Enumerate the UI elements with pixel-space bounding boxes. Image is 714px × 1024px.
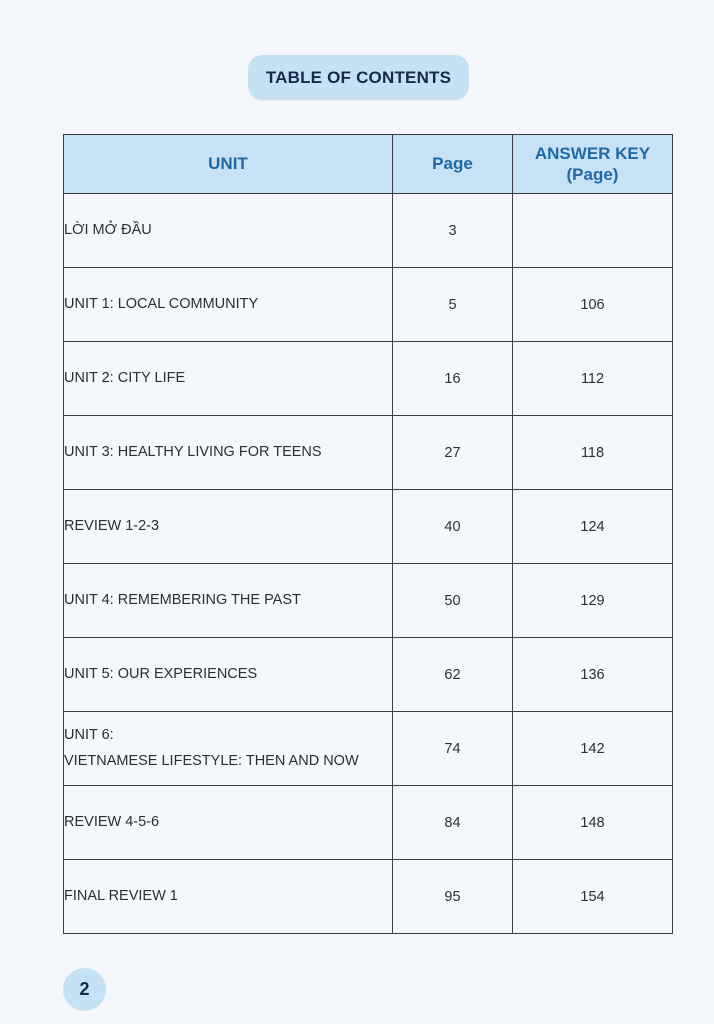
unit-cell [64, 638, 393, 712]
page-cell: 95 [393, 860, 513, 934]
answer-key-cell: 124 [513, 490, 673, 564]
answer-key-cell: 154 [513, 860, 673, 934]
unit-title: LỜI MỞ ĐẦU [64, 221, 152, 238]
answer-key-cell: 136 [513, 638, 673, 712]
answer-key-cell: 142 [513, 712, 673, 786]
title-badge [248, 55, 469, 100]
unit-title: UNIT 2: CITY LIFE [64, 369, 186, 386]
table-row [64, 416, 673, 490]
table-row [64, 268, 673, 342]
table-row [64, 860, 673, 934]
table-header-row [64, 135, 673, 194]
answer-key-cell: 129 [513, 564, 673, 638]
unit-cell [64, 490, 393, 564]
unit-cell [64, 712, 393, 786]
contents-table [63, 134, 673, 934]
page-cell: 3 [393, 194, 513, 268]
table-row [64, 564, 673, 638]
unit-cell [64, 342, 393, 416]
table-row [64, 194, 673, 268]
answer-key-cell: 148 [513, 786, 673, 860]
answer-key-cell: 118 [513, 416, 673, 490]
answer-key-sublabel: (Page) [566, 165, 619, 184]
unit-title: UNIT 6: [64, 727, 114, 744]
page-number-badge [63, 968, 106, 1011]
page-number: 2 [79, 979, 90, 999]
page-cell: 16 [393, 342, 513, 416]
answer-key-label: ANSWER KEY [534, 143, 651, 163]
unit-title: REVIEW 4-5-6 [64, 813, 160, 830]
answer-key-cell [513, 194, 673, 268]
answer-key-cell: 112 [513, 342, 673, 416]
unit-title: VIETNAMESE LIFESTYLE: THEN AND NOW [64, 752, 359, 769]
unit-cell [64, 416, 393, 490]
column-header-answer-key [513, 135, 673, 194]
answer-key-cell: 106 [513, 268, 673, 342]
page-cell: 74 [393, 712, 513, 786]
unit-cell [64, 786, 393, 860]
unit-cell [64, 268, 393, 342]
unit-title: FINAL REVIEW 1 [64, 887, 178, 904]
page-title: TABLE OF CONTENTS [265, 67, 452, 87]
unit-title: REVIEW 1-2-3 [64, 517, 160, 534]
page-cell: 27 [393, 416, 513, 490]
page-cell: 62 [393, 638, 513, 712]
table-row [64, 638, 673, 712]
page-cell: 84 [393, 786, 513, 860]
table-row [64, 342, 673, 416]
column-header-unit: UNIT [64, 135, 393, 194]
unit-cell [64, 564, 393, 638]
column-header-page: Page [393, 135, 513, 194]
page-cell: 5 [393, 268, 513, 342]
unit-title: UNIT 5: OUR EXPERIENCES [64, 665, 258, 682]
unit-title: UNIT 3: HEALTHY LIVING FOR TEENS [64, 443, 322, 460]
table-row [64, 490, 673, 564]
page-cell: 40 [393, 490, 513, 564]
unit-cell [64, 194, 393, 268]
table-row [64, 786, 673, 860]
unit-title: UNIT 4: REMEMBERING THE PAST [64, 591, 301, 608]
unit-title: UNIT 1: LOCAL COMMUNITY [64, 295, 259, 312]
table-row [64, 712, 673, 786]
page-cell: 50 [393, 564, 513, 638]
unit-cell [64, 860, 393, 934]
